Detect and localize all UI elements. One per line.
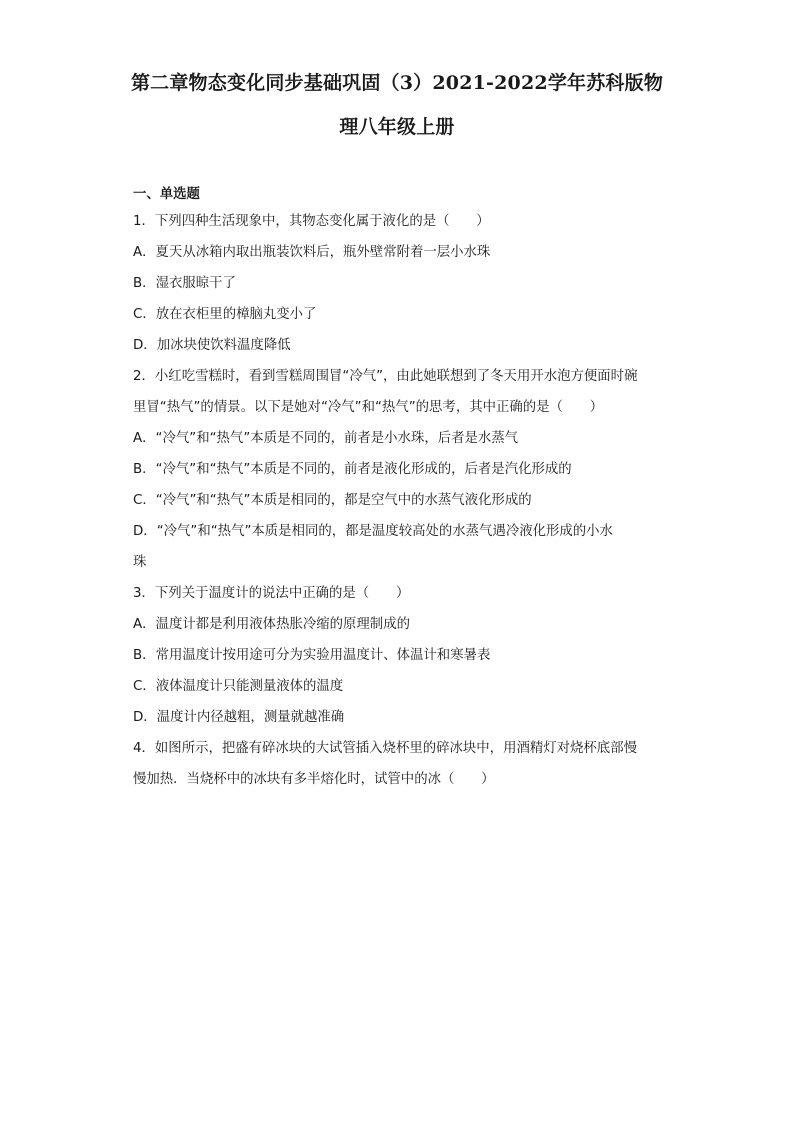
question-4 xyxy=(133,733,663,795)
question-stem-continued: 里冒“热气”的情景。以下是她对“冷气”和“热气”的思考，其中正确的是（ ） xyxy=(133,400,604,415)
option-b: B．“冷气”和“热气”本质是不同的，前者是液化形成的，后者是汽化形成的 xyxy=(133,462,572,477)
document-body xyxy=(133,184,663,795)
question-stem: 3．下列关于温度计的说法中正确的是（ ） xyxy=(133,586,410,601)
option-c: C．放在衣柜里的樟脑丸变小了 xyxy=(133,307,317,322)
option-d: D．“冷气”和“热气”本质是相同的，都是温度较高处的水蒸气遇冷液化形成的小水 xyxy=(133,524,613,539)
option-a: A．温度计都是利用液体热胀冷缩的原理制成的 xyxy=(133,617,410,632)
option-b: B．常用温度计按用途可分为实验用温度计、体温计和寒暑表 xyxy=(133,648,491,663)
option-d: D．温度计内径越粗，测量就越准确 xyxy=(133,710,345,725)
document-title-line-2: 理八年级上册 xyxy=(339,116,455,138)
question-2 xyxy=(133,361,663,578)
section-heading: 一、单选题 xyxy=(133,187,200,202)
question-3 xyxy=(133,578,663,733)
document-title-line-1: 第二章物态变化同步基础巩固（3）2021-2022学年苏科版物 xyxy=(130,72,664,94)
question-stem: 4．如图所示，把盛有碎冰块的大试管插入烧杯里的碎冰块中，用酒精灯对烧杯底部慢 xyxy=(133,741,637,756)
question-stem-continued: 慢加热．当烧杯中的冰块有多半熔化时，试管中的冰（ ） xyxy=(133,772,495,787)
option-a: A．夏天从冰箱内取出瓶装饮料后，瓶外壁常附着一层小水珠 xyxy=(133,245,491,260)
question-stem: 2．小红吃雪糕时，看到雪糕周围冒“冷气”，由此她联想到了冬天用开水泡方便面时碗 xyxy=(133,369,638,384)
question-stem: 1．下列四种生活现象中，其物态变化属于液化的是（ ） xyxy=(133,214,490,229)
question-1 xyxy=(133,206,663,361)
option-c: C．“冷气”和“热气”本质是相同的，都是空气中的水蒸气液化形成的 xyxy=(133,493,532,508)
option-a: A．“冷气”和“热气”本质是不同的，前者是小水珠，后者是水蒸气 xyxy=(133,431,519,446)
option-d: D．加冰块使饮料温度降低 xyxy=(133,338,291,353)
option-d-continued: 珠 xyxy=(133,555,147,570)
option-b: B．湿衣服晾干了 xyxy=(133,276,236,291)
option-c: C．液体温度计只能测量液体的温度 xyxy=(133,679,344,694)
